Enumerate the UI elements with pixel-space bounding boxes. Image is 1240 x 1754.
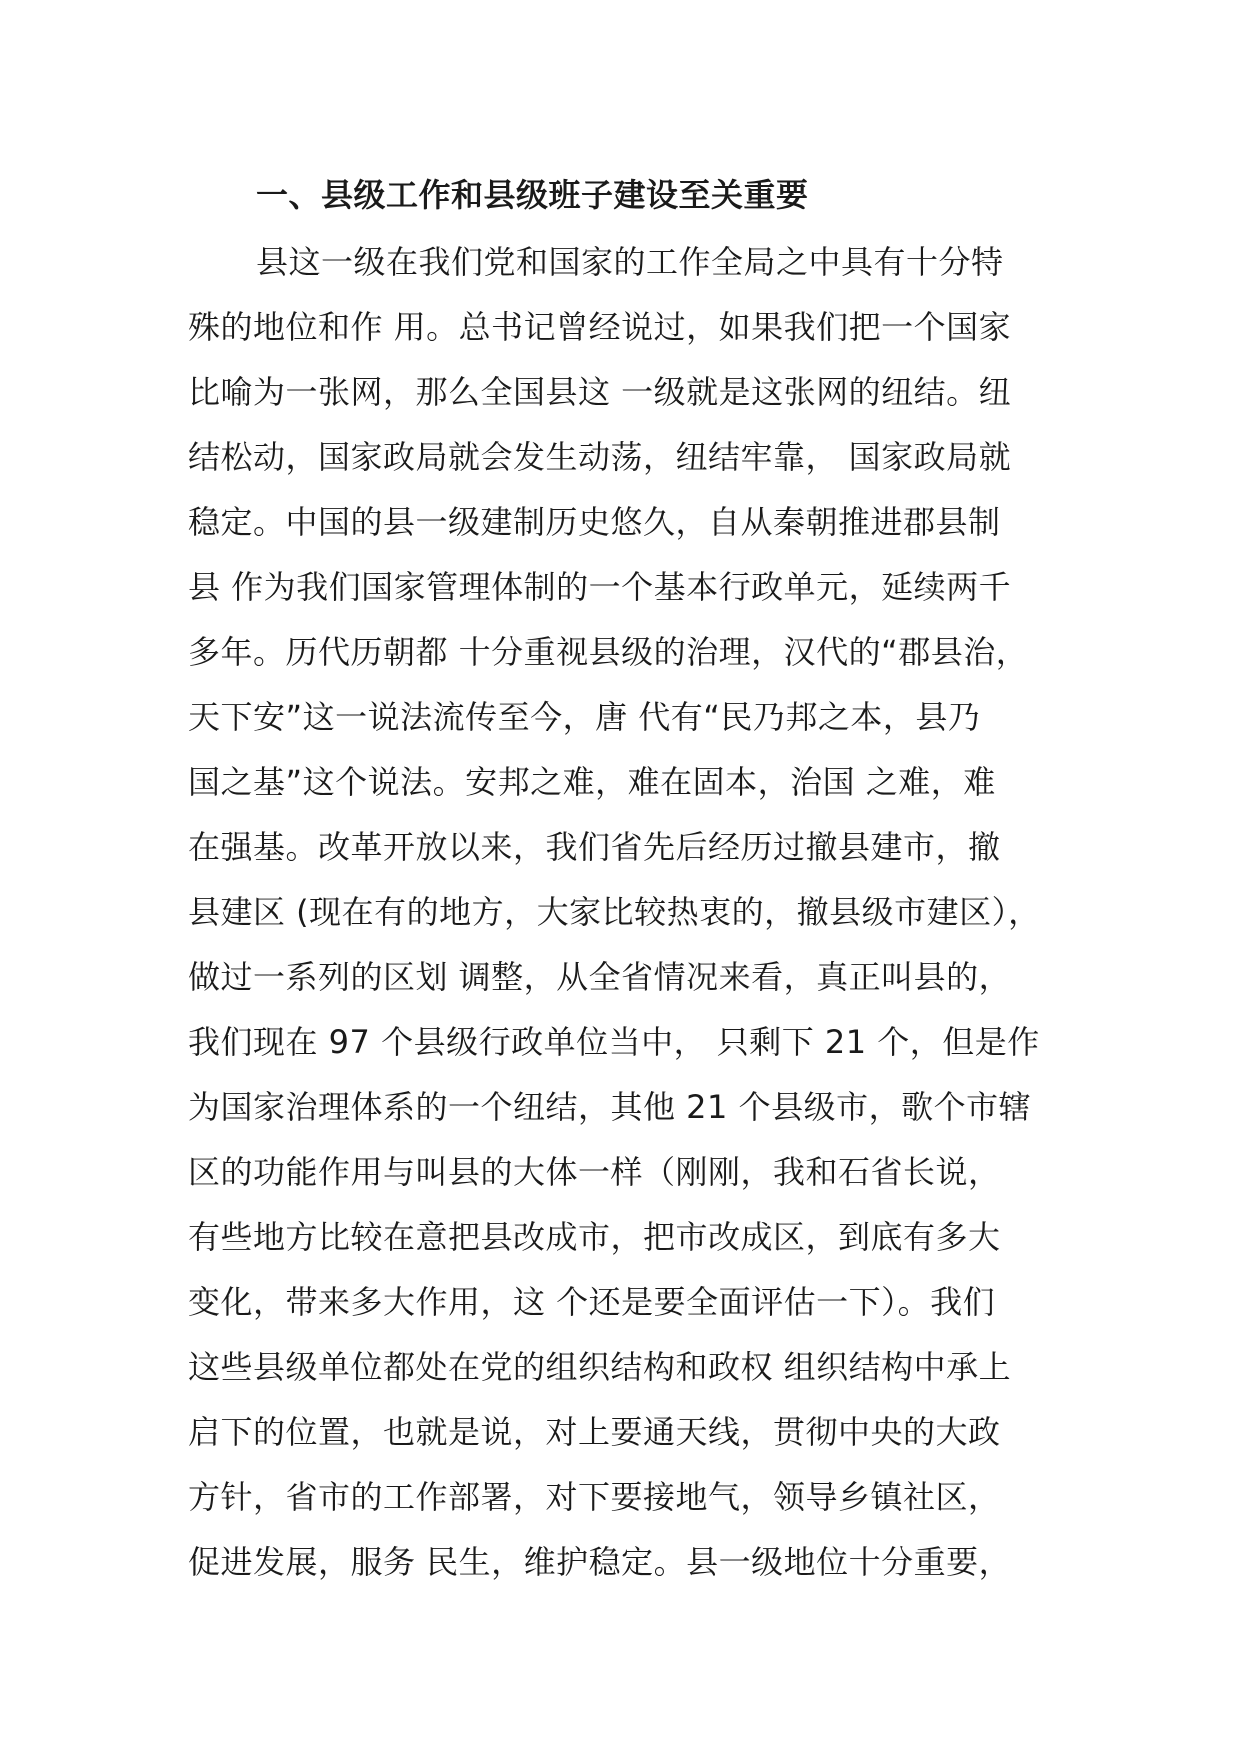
text-line: 区的功能作用与叫县的大体一样（刚刚，我和石省长说，	[188, 1153, 1001, 1191]
text-line: 国之基”这个说法。安邦之难，难在固本，治国 之难，难	[188, 763, 996, 801]
text-line: 我们现在 97 个县级行政单位当中， 只剩下 21 个，但是作	[188, 1023, 1040, 1061]
text-line: 变化，带来多大作用，这 个还是要全面评估一下）。我们	[188, 1283, 996, 1321]
text-line: 殊的地位和作 用。总书记曾经说过，如果我们把一个国家	[188, 308, 1012, 346]
text-line: 稳定。中国的县一级建制历史悠久，自从秦朝推进郡县制	[188, 503, 1001, 541]
text-line: 在强基。改革开放以来，我们省先后经历过撤县建市，撤	[188, 828, 1001, 866]
text-line: 县 作为我们国家管理体制的一个基本行政单元，延续两千	[188, 568, 1012, 606]
text-line: 多年。历代历朝都 十分重视县级的治理，汉代的“郡县治，	[188, 633, 1029, 671]
text-line: 这些县级单位都处在党的组织结构和政权 组织结构中承上	[188, 1348, 1012, 1386]
text-line: 比喻为一张网，那么全国县这 一级就是这张网的纽结。纽	[188, 373, 1012, 411]
text-line: 结松动，国家政局就会发生动荡，纽结牢靠， 国家政局就	[188, 438, 1012, 476]
text-line: 有些地方比较在意把县改成市，把市改成区，到底有多大	[188, 1218, 1001, 1256]
text-line: 方针，省市的工作部署，对下要接地气，领导乡镇社区，	[188, 1478, 1001, 1516]
text-line: 促进发展，服务 民生，维护稳定。县一级地位十分重要，	[188, 1543, 1012, 1581]
body-paragraph	[188, 230, 1088, 1595]
section-heading: 一、县级工作和县级班子建设至关重要	[256, 176, 809, 214]
text-line: 天下安”这一说法流传至今，唐 代有“民乃邦之本，县乃	[188, 698, 981, 736]
text-line: 县这一级在我们党和国家的工作全局之中具有十分特	[256, 243, 1004, 281]
text-line: 县建区 (现在有的地方，大家比较热衷的，撤县级市建区），	[188, 893, 1041, 931]
text-line: 启下的位置，也就是说，对上要通天线，贯彻中央的大政	[188, 1413, 1001, 1451]
text-line: 做过一系列的区划 调整，从全省情况来看，真正叫县的，	[188, 958, 1012, 996]
text-line: 为国家治理体系的一个纽结，其他 21 个县级市，歌个市辖	[188, 1088, 1032, 1126]
